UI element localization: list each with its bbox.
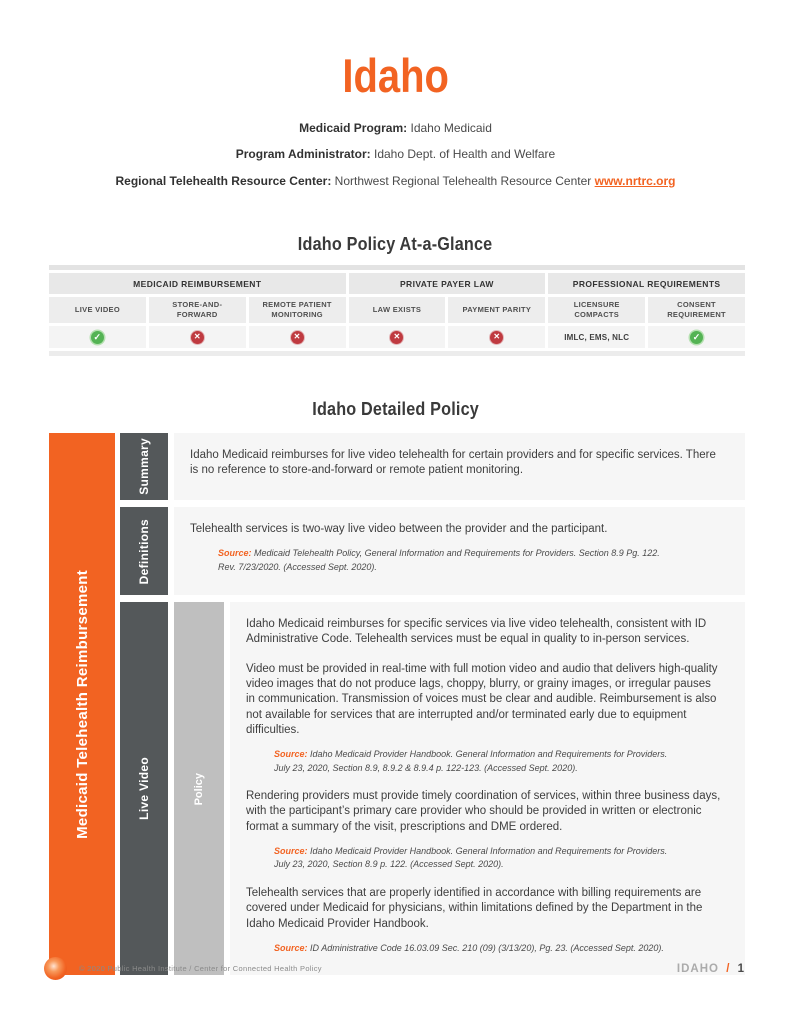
source-label: Source: [218, 548, 252, 559]
summary-label: Summary [137, 438, 151, 496]
page-indicator [677, 963, 745, 975]
source-label: Source: [274, 942, 308, 953]
source-text: Idaho Medicaid Provider Handbook. General Information and Requirements for Providers. July 23, 2020, Section 8.9 p. 122. (Accessed Sept. 2020). [274, 845, 668, 870]
live-video-label: Live Video [137, 757, 151, 821]
meta-value: Idaho Dept. of Health and Welfare [374, 147, 556, 162]
glance-heading: Idaho Policy At-a-Glance [298, 234, 493, 255]
definitions-label-bar [120, 507, 168, 595]
check-icon: ✓ [690, 331, 703, 344]
detail-rows [120, 433, 745, 975]
cross-icon: ✕ [191, 331, 204, 344]
source-citation [274, 748, 721, 775]
column-header-law-exists: LAW EXISTS [349, 297, 446, 323]
summary-content [174, 433, 745, 500]
meta-value: Northwest Regional Telehealth Resource Center [334, 173, 592, 188]
column-header-licensure-compacts: LICENSURE COMPACTS [548, 297, 645, 323]
meta-value: Idaho Medicaid [410, 121, 492, 135]
source-text: Idaho Medicaid Provider Handbook. General Information and Requirements for Providers. July 23, 2020, Section 8.9, 8.9.2 & 8.9.4 p. 122-123. (Accessed Sept. 2020). [274, 749, 668, 773]
cchp-logo-icon [44, 957, 67, 980]
meta-program-administrator [0, 147, 791, 161]
column-header-live-video: LIVE VIDEO [49, 297, 146, 323]
check-icon: ✓ [91, 331, 104, 344]
state-title: Idaho [342, 49, 449, 102]
source-citation [274, 845, 721, 872]
policy-at-a-glance-section [0, 234, 791, 356]
value-licensure-compacts: IMLC, EMS, NLC [548, 326, 645, 348]
glance-table [49, 273, 745, 348]
group-header-private-payer-law: PRIVATE PAYER LAW [349, 273, 546, 294]
summary-label-bar [120, 433, 168, 500]
meta-medicaid-program [0, 121, 791, 135]
meta-telehealth-resource-center [0, 174, 791, 188]
value-store-and-forward [149, 326, 246, 348]
group-header-medicaid-reimbursement: MEDICAID REIMBURSEMENT [49, 273, 346, 294]
value-live-video [49, 326, 146, 348]
value-law-exists [349, 326, 446, 348]
source-citation [274, 942, 721, 956]
meta-label: Program Administrator: [235, 147, 371, 162]
source-label: Source: [274, 749, 308, 760]
definitions-label: Definitions [137, 518, 151, 584]
category-bar-medicaid-telehealth-reimbursement [49, 433, 115, 975]
policy-paragraph: Idaho Medicaid reimburses for specific services via live video telehealth, consistent with ID Administrative Code. Telehealth services must be equal in quality to in-person services. [246, 618, 707, 646]
value-payment-parity [448, 326, 545, 348]
policy-paragraph: Telehealth services that are properly identified in accordance with billing requirements are covered under Medicaid for physicians, within limitations defined by the Department in the Idaho Medicaid Provider Handbook. [246, 886, 703, 930]
policy-label-bar [174, 602, 224, 975]
live-video-content [230, 602, 745, 975]
footer-state-label: IDAHO [676, 962, 719, 975]
policy-paragraph: Video must be provided in real-time with full motion video and audio that delivers high-quality video images that do not produce lags, choppy, blurry, or grainy images, or irregular pauses in communication. Transmission of voices must be clear and audible. Reimbursement is also not available for services that are interrupted and/or terminated early due to equipment difficulties. [246, 662, 718, 736]
summary-text: Idaho Medicaid reimburses for live video telehealth for certain providers and for specific services. There is no reference to store-and-forward or remote patient monitoring. [190, 449, 716, 477]
footer-separator: / [726, 962, 731, 975]
meta-label: Regional Telehealth Resource Center: [115, 173, 332, 188]
value-remote-patient-monitoring [249, 326, 346, 348]
detailed-policy-section [0, 399, 791, 975]
page-footer [44, 957, 745, 980]
nrtrc-link[interactable]: www.nrtrc.org [594, 173, 676, 188]
category-label: Medicaid Telehealth Reimbursement [73, 569, 91, 839]
source-citation [218, 547, 721, 574]
source-text: ID Administrative Code 16.03.09 Sec. 210 (09) (3/13/20), Pg. 23. (Accessed Sept. 2020). [310, 942, 664, 953]
meta-label: Medicaid Program: [299, 121, 408, 135]
column-header-remote-patient-monitoring: REMOTE PATIENT MONITORING [249, 297, 346, 323]
footer-page-number: 1 [737, 962, 745, 975]
column-header-store-and-forward: STORE-AND-FORWARD [149, 297, 246, 323]
value-consent-requirement [648, 326, 745, 348]
definitions-content [174, 507, 745, 595]
live-video-row [120, 602, 745, 975]
summary-row [120, 433, 745, 500]
column-header-payment-parity: PAYMENT PARITY [448, 297, 545, 323]
cross-icon: ✕ [390, 331, 403, 344]
copyright-text: © 2020 Public Health Institute / Center for Connected Health Policy [79, 964, 322, 973]
detailed-policy-table [49, 433, 745, 975]
table-bottom-strip [49, 351, 745, 356]
live-video-label-bar [120, 602, 168, 975]
definitions-row [120, 507, 745, 595]
program-meta [0, 121, 791, 188]
cross-icon: ✕ [490, 331, 503, 344]
table-top-strip [49, 265, 745, 270]
policy-paragraph: Rendering providers must provide timely coordination of services, within three business days, with the participant’s primary care provider who should be provided in written or electronic format a summary of the visit, prescriptions and DME ordered. [246, 790, 721, 833]
source-label: Source: [274, 845, 308, 856]
source-text: Medicaid Telehealth Policy, General Information and Requirements for Providers. Section 8.9 Pg. 122. Rev. 7/23/2020. (Accessed Sept. 2020). [218, 548, 660, 572]
policy-label: Policy [193, 772, 205, 805]
detailed-heading: Idaho Detailed Policy [312, 399, 479, 420]
definitions-text: Telehealth services is two-way live video between the provider and the participant. [190, 523, 608, 536]
page-title [0, 49, 791, 102]
cross-icon: ✕ [291, 331, 304, 344]
column-header-consent-requirement: CONSENT REQUIREMENT [648, 297, 745, 323]
group-header-professional-requirements: PROFESSIONAL REQUIREMENTS [548, 273, 745, 294]
